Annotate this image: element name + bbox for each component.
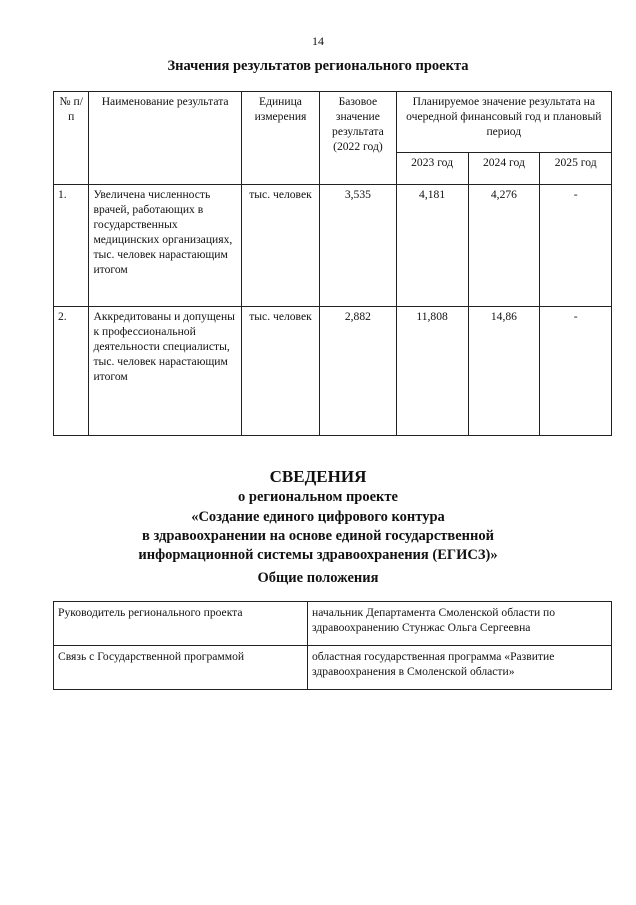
header-base: Базовое значение результата (2022 год) xyxy=(320,92,396,185)
page-number: 14 xyxy=(312,34,324,48)
row-2024: 14,86 xyxy=(468,307,540,436)
general-label: Руководитель регионального проекта xyxy=(54,602,308,646)
results-title: Значения результатов регионального проекта xyxy=(167,58,469,74)
row-unit: тыс. человек xyxy=(241,185,319,307)
general-label: Связь с Государственной программой xyxy=(54,646,308,690)
info-subtitle-line: информационной системы здравоохранения (ЕГИСЗ)» xyxy=(138,546,498,563)
row-2023: 4,181 xyxy=(396,185,468,307)
header-unit: Единица измерения xyxy=(241,92,319,185)
header-year-2024: 2024 год xyxy=(468,153,540,185)
row-num: 1. xyxy=(54,185,89,307)
info-title: СВЕДЕНИЯ xyxy=(269,467,367,486)
general-heading: Общие положения xyxy=(257,570,379,586)
info-subtitle-line: «Создание единого цифрового контура xyxy=(191,508,445,525)
row-num: 2. xyxy=(54,307,89,436)
header-year-2023: 2023 год xyxy=(396,153,468,185)
header-year-2025: 2025 год xyxy=(540,153,612,185)
row-unit: тыс. человек xyxy=(241,307,319,436)
header-num: № п/п xyxy=(54,92,89,185)
info-subtitle-line: в здравоохранении на основе единой государственной xyxy=(142,527,494,544)
general-value: областная государственная программа «Развитие здравоохранения в Смоленской области» xyxy=(308,646,612,690)
general-table xyxy=(53,601,612,690)
project-info-heading xyxy=(0,466,636,565)
info-subtitle-line: о региональном проекте xyxy=(238,489,398,506)
results-header-row xyxy=(54,92,612,153)
row-2023: 11,808 xyxy=(396,307,468,436)
row-2025: - xyxy=(540,307,612,436)
row-base: 2,882 xyxy=(320,307,396,436)
header-planned: Планируемое значение результата на очередной финансовый год и плановый период xyxy=(396,92,611,153)
row-2024: 4,276 xyxy=(468,185,540,307)
row-name: Аккредитованы и допущены к профессиональной деятельности специалисты, тыс. человек нарастающим итогом xyxy=(89,307,241,436)
results-table xyxy=(53,91,612,436)
row-base: 3,535 xyxy=(320,185,396,307)
table-row xyxy=(54,185,612,307)
table-row xyxy=(54,646,612,690)
row-2025: - xyxy=(540,185,612,307)
general-value: начальник Департамента Смоленской области по здравоохранению Стунжас Ольга Сергеевна xyxy=(308,602,612,646)
row-name: Увеличена численность врачей, работающих в государственных медицинских организациях, тыс. человек нарастающим итогом xyxy=(89,185,241,307)
header-name: Наименование результата xyxy=(89,92,241,185)
table-row xyxy=(54,602,612,646)
table-row xyxy=(54,307,612,436)
